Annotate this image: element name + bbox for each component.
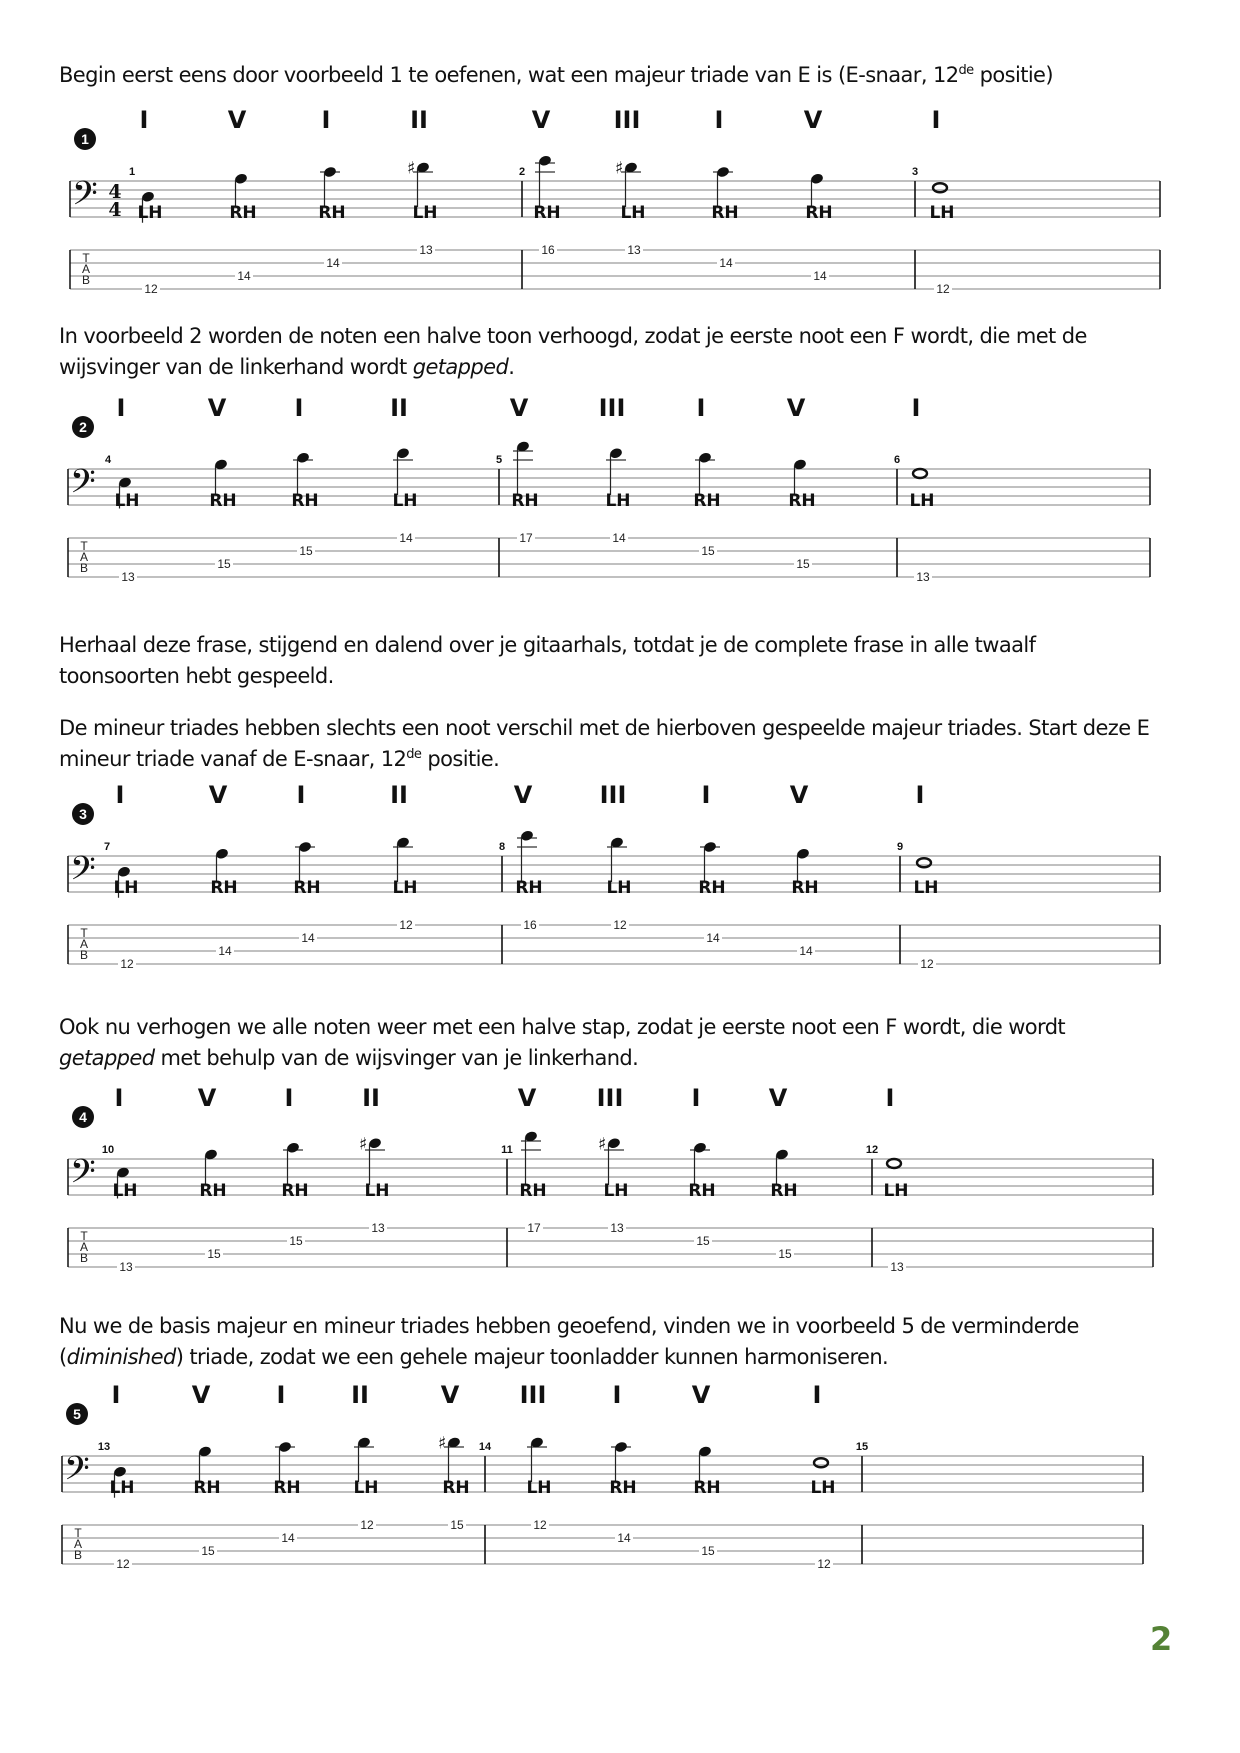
hand-label: LH <box>810 1478 836 1498</box>
fret-number: 14 <box>399 531 413 545</box>
page-number: 2 <box>1150 1620 1173 1658</box>
degree-numeral: V <box>191 1381 211 1409</box>
note <box>713 166 733 207</box>
degree-numeral: V <box>789 781 809 809</box>
degree-numeral: I <box>701 781 711 809</box>
fret-number: 15 <box>217 557 231 571</box>
tab-staff <box>62 1525 1143 1564</box>
fret-number: 14 <box>326 256 340 270</box>
measure-number: 8 <box>498 841 506 853</box>
hand-label: RH <box>711 203 739 223</box>
degree-numeral: I <box>812 1381 822 1409</box>
note <box>438 1434 464 1483</box>
degree-numeral: I <box>296 781 306 809</box>
measure-number: 14 <box>478 1441 492 1453</box>
hand-label: LH <box>114 491 140 511</box>
degree-numeral: II <box>351 1381 369 1409</box>
degree-numeral: V <box>207 394 227 422</box>
bass-clef-icon: 𝄢 <box>70 463 96 509</box>
fret-number: 15 <box>201 1544 215 1558</box>
degree-numeral: V <box>786 394 806 422</box>
paragraph-1: Begin eerst eens door voorbeeld 1 te oefenen, wat een majeur triade van E is (E-snaar, 12de positie) <box>59 63 1053 87</box>
paragraph-5: Ook nu verhogen we alle noten weer met een halve stap, zodat je eerste noot een F wordt, die wordt getapped met behulp van de wijsvinger van je linkerhand. <box>59 1015 1066 1070</box>
hand-label: RH <box>291 491 319 511</box>
tab-label: B <box>79 1251 89 1265</box>
degree-numeral: I <box>114 1084 124 1112</box>
hand-label: LH <box>113 878 139 898</box>
note <box>814 1458 828 1467</box>
degree-numeral: V <box>691 1381 711 1409</box>
measure-number: 6 <box>893 454 901 466</box>
degree-numeral: II <box>390 781 408 809</box>
degree-numeral: I <box>696 394 706 422</box>
degree-numeral: I <box>116 394 126 422</box>
degree-numeral: V <box>227 106 247 134</box>
fret-number: 13 <box>890 1260 904 1274</box>
measure-number: 9 <box>896 841 904 853</box>
note <box>393 836 413 882</box>
measure-number: 11 <box>501 1144 513 1156</box>
hand-label: LH <box>364 1181 390 1201</box>
measure-number: 15 <box>855 1441 869 1453</box>
hand-label: RH <box>229 203 257 223</box>
hand-label: RH <box>511 491 539 511</box>
hand-label: RH <box>770 1181 798 1201</box>
paragraph-4: De mineur triades hebben slechts een noot verschil met de hierboven gespeelde majeur triades. Start deze E mineur triade vanaf de E-snaar, 12de positie. <box>59 716 1150 771</box>
sharp-icon: ♯ <box>407 158 416 179</box>
hand-label: RH <box>193 1478 221 1498</box>
degree-numeral: III <box>598 394 626 422</box>
hand-label: RH <box>293 878 321 898</box>
example-number-badge <box>66 1403 88 1425</box>
note <box>615 159 641 208</box>
note <box>204 1148 218 1185</box>
svg-text:4: 4 <box>108 181 122 203</box>
fret-number: 12 <box>920 957 934 971</box>
hand-label: LH <box>929 203 955 223</box>
note <box>695 451 715 495</box>
degree-numeral: I <box>294 394 304 422</box>
fret-number: 12 <box>533 1518 547 1532</box>
fret-number: 13 <box>627 243 641 257</box>
hand-label: RH <box>693 1478 721 1498</box>
tab-label: T <box>80 1229 88 1243</box>
tab-label: A <box>79 1240 89 1254</box>
fret-number: 14 <box>813 269 827 283</box>
fret-number: 13 <box>916 570 930 584</box>
hand-label: LH <box>412 203 438 223</box>
svg-text:3: 3 <box>79 806 87 822</box>
fret-number: 13 <box>371 1221 385 1235</box>
degree-numeral: I <box>714 106 724 134</box>
degree-numeral: V <box>197 1084 217 1112</box>
hand-label: LH <box>526 1478 552 1498</box>
hand-label: RH <box>609 1478 637 1498</box>
measure-number: 2 <box>518 166 526 178</box>
fret-number: 12 <box>817 1557 831 1571</box>
fret-number: 12 <box>399 918 413 932</box>
tab-label: A <box>79 937 89 951</box>
degree-numeral: I <box>139 106 149 134</box>
degree-numeral: II <box>390 394 408 422</box>
fret-number: 14 <box>612 531 626 545</box>
fret-number: 14 <box>617 1531 631 1545</box>
sharp-icon: ♯ <box>438 1433 447 1454</box>
fret-number: 15 <box>796 557 810 571</box>
bass-clef-icon: 𝄢 <box>70 1153 96 1199</box>
bass-clef-icon: 𝄢 <box>72 175 98 221</box>
note <box>283 1141 303 1185</box>
sharp-icon: ♯ <box>359 1134 368 1155</box>
hand-label: RH <box>688 1181 716 1201</box>
degree-numeral: III <box>613 106 641 134</box>
degree-numeral: III <box>599 781 627 809</box>
note <box>354 1436 374 1482</box>
note <box>611 1441 631 1482</box>
measure-number: 5 <box>495 454 503 466</box>
hand-label: RH <box>273 1478 301 1498</box>
fret-number: 13 <box>419 243 433 257</box>
paragraph-6: Nu we de basis majeur en mineur triades hebben geoefend, vinden we in voorbeeld 5 de verminderde (diminished) triade, zodat we een gehele majeur toonladder kunnen harmoniseren. <box>59 1314 1079 1369</box>
tab-label: B <box>79 948 89 962</box>
example-number-badge <box>74 128 96 150</box>
note <box>198 1445 212 1482</box>
fret-number: 13 <box>610 1221 624 1235</box>
measure-number: 1 <box>128 166 136 178</box>
tab-label: T <box>82 251 90 265</box>
hand-label: LH <box>909 491 935 511</box>
hand-label: LH <box>883 1181 909 1201</box>
degree-numeral: I <box>931 106 941 134</box>
note <box>320 166 340 207</box>
fret-number: 14 <box>218 944 232 958</box>
fret-number: 15 <box>299 544 313 558</box>
hand-label: RH <box>281 1181 309 1201</box>
hand-label: RH <box>210 878 238 898</box>
svg-text:4: 4 <box>108 199 122 221</box>
note <box>527 1436 547 1482</box>
degree-numeral: V <box>803 106 823 134</box>
tab-label: T <box>80 926 88 940</box>
tab-label: A <box>73 1537 83 1551</box>
note <box>295 841 315 882</box>
music-staff <box>62 1456 1143 1492</box>
hand-label: LH <box>392 491 418 511</box>
fret-number: 16 <box>541 243 555 257</box>
degree-numeral: III <box>596 1084 624 1112</box>
hand-label: RH <box>533 203 561 223</box>
fret-number: 14 <box>301 931 315 945</box>
note <box>933 183 947 192</box>
hand-label: LH <box>353 1478 379 1498</box>
fret-number: 12 <box>116 1557 130 1571</box>
tab-staff <box>70 250 1160 289</box>
hand-label: RH <box>442 1478 470 1498</box>
hand-label: RH <box>519 1181 547 1201</box>
time-signature <box>108 181 121 221</box>
hand-label: LH <box>913 878 939 898</box>
note <box>700 841 720 882</box>
note <box>793 458 807 495</box>
measure-number: 12 <box>865 1144 879 1156</box>
degree-numeral: I <box>612 1381 622 1409</box>
tab-label: T <box>74 1526 82 1540</box>
hand-label: RH <box>318 203 346 223</box>
degree-numeral: I <box>284 1084 294 1112</box>
note <box>293 451 313 495</box>
hand-label: RH <box>805 203 833 223</box>
degree-numeral: II <box>410 106 428 134</box>
hand-label: LH <box>109 1478 135 1498</box>
tab-label: B <box>79 561 89 575</box>
degree-numeral: V <box>513 781 533 809</box>
fret-number: 14 <box>706 931 720 945</box>
degree-numeral: I <box>915 781 925 809</box>
note <box>607 836 627 882</box>
paragraph-3: Herhaal deze frase, stijgend en dalend over je gitaarhals, totdat je de complete frase in alle twaalf toonsoorten hebt gespeeld. <box>59 633 1036 688</box>
fret-number: 15 <box>289 1234 303 1248</box>
fret-number: 14 <box>719 256 733 270</box>
bass-clef-icon: 𝄢 <box>64 1450 90 1496</box>
degree-numeral: I <box>276 1381 286 1409</box>
hand-label: LH <box>603 1181 629 1201</box>
fret-number: 13 <box>121 570 135 584</box>
measure-number: 3 <box>911 166 919 178</box>
tab-label: T <box>80 539 88 553</box>
hand-label: LH <box>605 491 631 511</box>
fret-number: 15 <box>207 1247 221 1261</box>
degree-numeral: III <box>519 1381 547 1409</box>
svg-text:5: 5 <box>73 1406 81 1422</box>
paragraph-2: In voorbeeld 2 worden de noten een halve toon verhoogd, zodat je eerste noot een F wordt, die met de wijsvinger van de linkerhand wordt getapped. <box>59 324 1087 379</box>
degree-numeral: I <box>885 1084 895 1112</box>
degree-numeral: I <box>911 394 921 422</box>
fret-number: 14 <box>237 269 251 283</box>
example-number-badge <box>72 416 94 438</box>
svg-text:4: 4 <box>79 1109 87 1125</box>
measure-number: 7 <box>103 841 111 853</box>
note <box>393 447 413 495</box>
fret-number: 14 <box>799 944 813 958</box>
sharp-icon: ♯ <box>598 1134 607 1155</box>
fret-number: 15 <box>701 1544 715 1558</box>
fret-number: 15 <box>696 1234 710 1248</box>
tab-label: B <box>81 273 91 287</box>
degree-numeral: V <box>531 106 551 134</box>
degree-numeral: I <box>111 1381 121 1409</box>
tab-label: B <box>73 1548 83 1562</box>
hand-label: LH <box>606 878 632 898</box>
fret-number: 15 <box>701 544 715 558</box>
fret-number: 12 <box>120 957 134 971</box>
svg-text:2: 2 <box>79 419 87 435</box>
degree-numeral: V <box>517 1084 537 1112</box>
degree-numeral: V <box>440 1381 460 1409</box>
hand-label: LH <box>112 1181 138 1201</box>
note <box>606 447 626 495</box>
degree-numeral: I <box>691 1084 701 1112</box>
svg-text:1: 1 <box>81 131 89 147</box>
hand-label: RH <box>698 878 726 898</box>
bass-clef-icon: 𝄢 <box>70 850 96 896</box>
tab-label: A <box>81 262 91 276</box>
hand-label: LH <box>392 878 418 898</box>
note <box>214 458 228 495</box>
note <box>887 1159 901 1168</box>
measure-number: 13 <box>97 1441 111 1453</box>
degree-numeral: I <box>321 106 331 134</box>
hand-label: LH <box>620 203 646 223</box>
note <box>913 469 927 478</box>
note <box>775 1148 789 1185</box>
degree-numeral: II <box>362 1084 380 1112</box>
fret-number: 13 <box>119 1260 133 1274</box>
fret-number: 15 <box>778 1247 792 1261</box>
hand-label: RH <box>515 878 543 898</box>
note <box>275 1441 295 1482</box>
note <box>690 1141 710 1185</box>
fret-number: 12 <box>613 918 627 932</box>
tab-label: A <box>79 550 89 564</box>
fret-number: 12 <box>936 282 950 296</box>
measure-number: 4 <box>104 454 112 466</box>
hand-label: LH <box>137 203 163 223</box>
fret-number: 17 <box>519 531 533 545</box>
note <box>407 159 433 208</box>
example-number-badge <box>72 803 94 825</box>
hand-label: RH <box>788 491 816 511</box>
fret-number: 14 <box>281 1531 295 1545</box>
fret-number: 16 <box>523 918 537 932</box>
note <box>698 1445 712 1482</box>
degree-numeral: V <box>208 781 228 809</box>
degree-numeral: I <box>115 781 125 809</box>
fret-number: 12 <box>144 282 158 296</box>
hand-label: RH <box>791 878 819 898</box>
hand-label: RH <box>199 1181 227 1201</box>
fret-number: 17 <box>527 1221 541 1235</box>
fret-number: 15 <box>450 1518 464 1532</box>
note <box>917 858 931 867</box>
hand-label: RH <box>209 491 237 511</box>
degree-numeral: V <box>768 1084 788 1112</box>
sharp-icon: ♯ <box>615 158 624 179</box>
hand-label: RH <box>693 491 721 511</box>
fret-number: 12 <box>360 1518 374 1532</box>
degree-numeral: V <box>509 394 529 422</box>
example-number-badge <box>72 1106 94 1128</box>
measure-number: 10 <box>101 1144 115 1156</box>
